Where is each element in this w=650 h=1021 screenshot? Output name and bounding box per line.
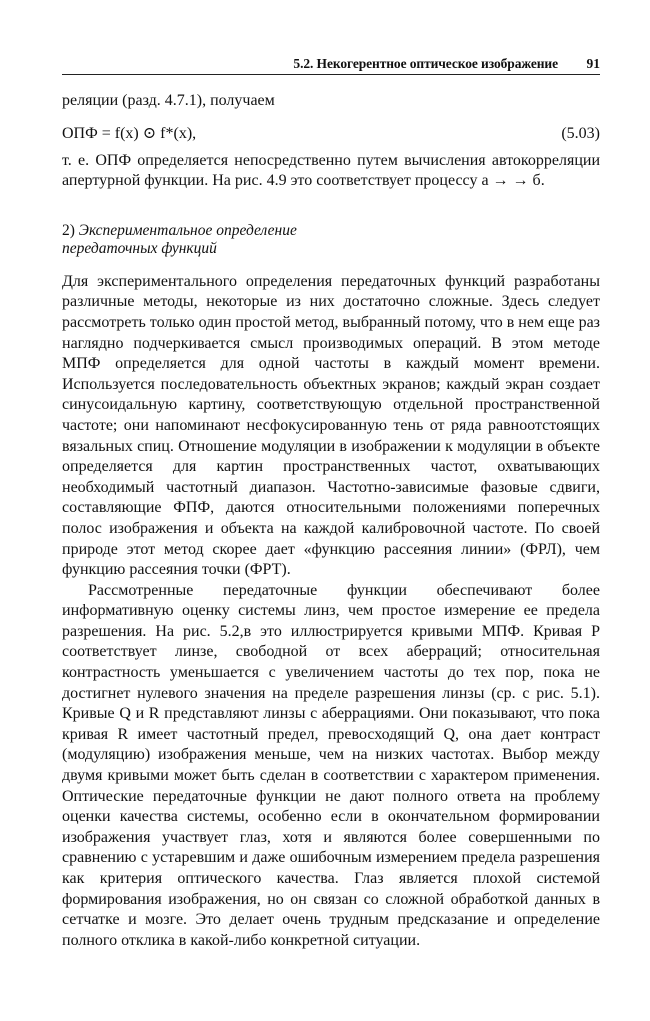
page-number: 91 xyxy=(586,56,600,71)
running-header-title: 5.2. Некогерентное оптическое изображение xyxy=(293,56,558,71)
formula-5-03 xyxy=(62,122,600,146)
section-heading xyxy=(62,222,600,258)
page-body xyxy=(62,91,600,951)
paragraph-transfer-functions: Рассмотренные передаточные функции обеспечивают более информативную оценку системы линз, чем простое измерение ее предела разрешения. На рис. 5.2,в это иллюстрируется кривыми МПФ. Кривая P соответствует линзе, свободной от всех аберраций; относительная контрастность уменьшается с увеличением частоты до тех пор, пока не достигнет нулевого значения на пределе разрешения линзы (ср. с рис. 5.1). Кривые Q и R представляют линзы с аберрациями. Они показывают, что пока кривая R имеет частотный предел, превосходящий Q, она дает контраст (модуляцию) изображения меньше, чем на низких частотах. Выбор между двумя кривыми может быть сделан в соответствии с характером применения. Оптические передаточные функции не дают полного ответа на проблему оценки качества системы, особенно если в окончательном формировании изображения участвует глаз, хотя и являются более совершенными по сравнению с устаревшим и даже ошибочным измерением предела разрешения как критерия оптического качества. Глаз является плохой системой формирования изображения, но он связан со сложной обработкой данных в сетчатке и мозге. Это делает очень трудным предсказание и определение полного отклика в какой-либо конкретной ситуации. xyxy=(62,581,600,949)
formula-number: (5.03) xyxy=(561,124,600,142)
running-header xyxy=(62,52,600,75)
paragraph-intro: реляции (разд. 4.7.1), получаем xyxy=(62,92,275,109)
paragraph-method: Для экспериментального определения передаточных функций разработаны различные методы, некоторые из них достаточно сложные. Здесь следует рассмотреть только один простой метод, выбранный потому, что в нем еще раз наглядно подчеркивается смысл производимых операций. В этом методе МПФ определяется для одной частоты в каждый момент времени. Используется последовательность объектных экранов; каждый экран создает синусоидальную картину, соответствующую отдельной пространственной частоте; они напоминают несфокусированную тень от ряда равноотстоящих вязальных спиц. Отношение модуляции в изображении к модуляции в объекте определяется для картин пространственных частот, охватывающих необходимый частотный диапазон. Частотно-зависимые фазовые сдвиги, составляющие ФПФ, даются относительными положениями поперечных полос изображения и объекта на каждой калибровочной частоте. По своей природе этот метод скорее дает «функцию рассеяния линии» (ФРЛ), чем функцию рассеяния точки (ФРТ). xyxy=(62,272,600,579)
section-title-line2: передаточных функций xyxy=(62,239,217,257)
section-number: 2) xyxy=(62,221,75,239)
formula-expression: ОПФ = f(x) ⊙ f*(x), xyxy=(62,124,197,142)
section-title-line1: Экспериментальное определение xyxy=(78,221,297,239)
paragraph-after-formula: т. е. ОПФ определяется непосредственно путем вычисления автокорреляции апертурной функции. На рис. 4.9 это соответствует процессу а → → б. xyxy=(62,151,600,190)
